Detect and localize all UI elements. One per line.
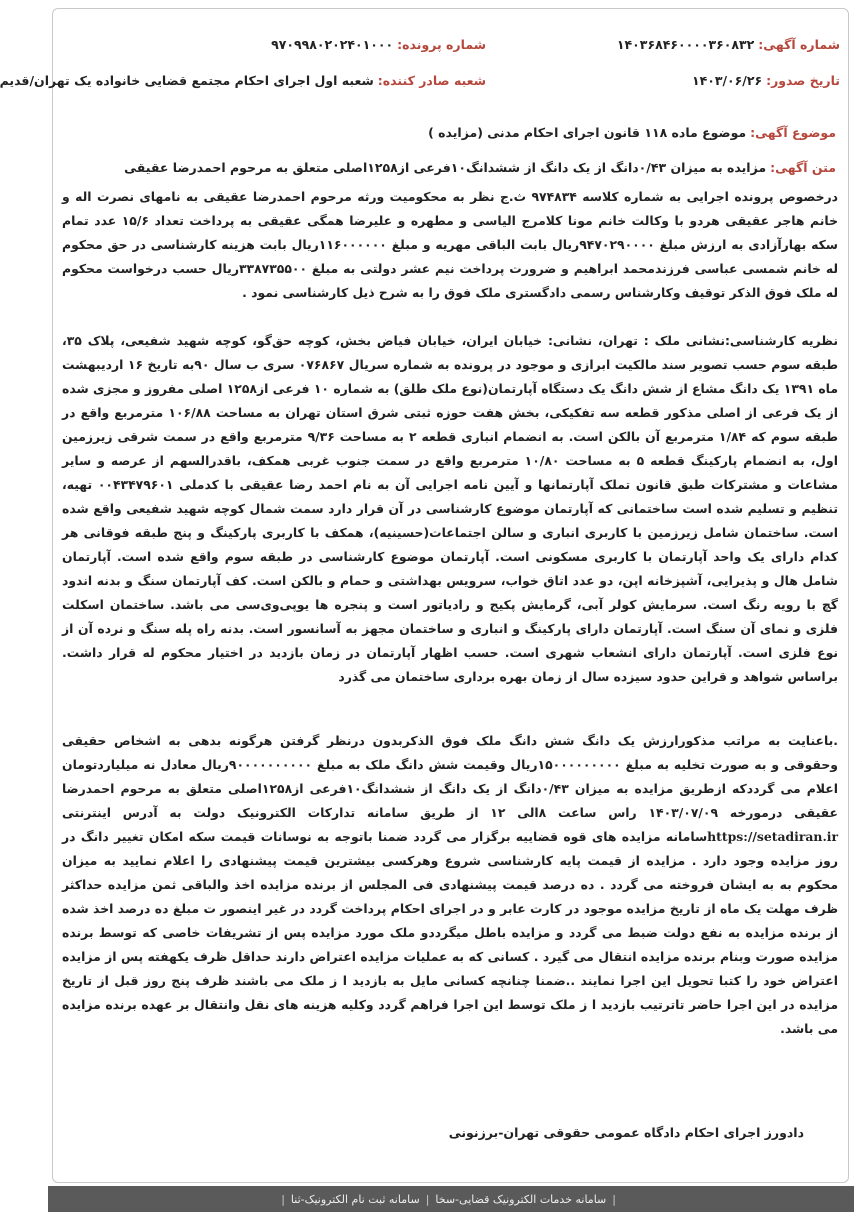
case-number-label: شماره پرونده: [397, 37, 486, 52]
ad-number [617, 37, 840, 52]
footer-link-sana[interactable]: سامانه ثبت نام الکترونیک-ثنا [290, 1192, 420, 1206]
text-title-label: متن آگهی: [770, 160, 836, 175]
issue-date-value: ۱۴۰۳/۰۶/۲۶ [691, 73, 763, 88]
case-number [271, 37, 486, 52]
setadiran-link[interactable]: https://setadiran.ir [707, 829, 838, 844]
notice-frame [0, 8, 849, 1183]
auction-terms-part2: سامانه مزایده های قوه قضاییه برگزار می گردد ضمنا باتوجه به نوسانات قیمت سکه امکان تغییر دانگ در روز مزایده وجود دارد . مزایده از قیمت پایه کارشناسی شروع وهرکسی بیشترین قیمت پیشنهادی را اعلام نمایید به میزان محکوم به به ایشان فروخته می گردد . ده درصد قیمت پیشنهادی فی المجلس از برنده مزایده اخذ والباقی ثمن مزایده حداکثر ظرف مهلت یک ماه از تاریخ مزایده موجود در کارت عابر و در اجرای احکام پرداخت گردد در غیر اینصور ت مبلغ ده درصد اخذ شده از برنده مزایده به نفع دولت ضبط می گردد و مزایده باطل میگرددو ملک مورد مزایده پس از تشریفات خاصی که توسط برنده مزایده صورت وبنام برنده مزایده انتقال می گیرد . کسانی که به عملیات مزایده اعتراض دارند حداقل ظرف یکهفته پس از مزایده اعتراض خود را کتبا تحویل این اجرا نمایند ..ضمنا چنانچه کسانی مایل به بازدید ا ز ملک می باشند ظرف پنج روز قبل از تاریخ مزایده در این اجرا حاضر تاترتیب بازدید ا ز ملک توسط این اجرا فراهم گردد وکلیه هزینه های نقل وانتقال بر عهده برنده مزایده می باشد. [62, 829, 838, 1036]
auction-terms-part1: .باعنایت به مراتب مذکورارزش یک دانگ شش دانگ ملک فوق الذکربدون درنظر گرفتن هرگونه بدهی به اشخاص حقیقی وحقوقی و به صورت تخلیه به مبلغ ۱۵۰۰۰۰۰۰۰۰۰ریال وقیمت شش دانگ ملک به مبلغ ۹۰۰۰۰۰۰۰۰۰۰ریال معادل نه میلیاردتومان اعلام می گرددکه ازطریق مزایده به میزان ۰/۴۳دانگ از یک دانگ از ششدانگ۱۰فرعی از۱۲۵۸اصلی متعلق به مرحوم احمدرضا عقیقی درمورخه ۱۴۰۳/۰۷/۰۹ راس ساعت ۸الی ۱۲ از طریق سامانه تدارکات الکترونیک دولت به آدرس اینترنتی [62, 733, 839, 820]
text-title [124, 160, 836, 175]
paragraph-auction-terms [62, 729, 838, 1041]
issuer [0, 73, 486, 88]
footer-separator: | [612, 1192, 616, 1206]
subject [428, 125, 836, 140]
subject-value: موضوع ماده ۱۱۸ قانون اجرای احکام مدنی (مزایده ) [428, 125, 747, 140]
case-number-value: ۹۷۰۹۹۸۰۲۰۲۴۰۱۰۰۰ [271, 37, 394, 52]
ad-number-label: شماره آگهی: [758, 37, 840, 52]
ad-number-value: ۱۴۰۳۶۸۴۶۰۰۰۰۳۶۰۸۳۲ [616, 37, 755, 52]
footer-link-sakha[interactable]: سامانه خدمات الکترونیک قضایی-سخا [435, 1192, 607, 1206]
paragraph-judgment: درخصوص پرونده اجرایی به شماره کلاسه ۹۷۴۸۳۴ ث.ج نظر به محکومیت ورثه مرحوم احمدرضا عقیقی به نامهای نصرت اله و خانم هاجر عقیقی هردو با وکالت خانم مونا کلامرج الیاسی و مطهره و علیرضا همگی عقیقی به پرداخت تعداد ۱۵/۶ عدد تمام سکه بهارآزادی به ارزش مبلغ ۹۴۷۰۲۹۰۰۰۰ریال بابت الباقی مهریه و مبلغ ۱۱۶۰۰۰۰۰۰ریال بابت هزینه کارشناسی در حق محکوم له خانم شمسی عباسی فرزندمحمد ابراهیم و ضرورت پرداخت نیم عشر دولتی به مبلغ ۳۳۸۷۳۵۵۰۰ریال حسب درخواست محکوم له ملک فوق الذکر توقیف وکارشناس رسمی دادگستری ملک فوق را به شرح ذیل کارشناسی نمود . [62, 189, 839, 300]
paragraph-expert-opinion: نظریه کارشناسی:نشانی ملک : تهران، نشانی: خیابان ایران، خیابان فیاض بخش، کوچه حق‌گو، کوچه شهید شفیعی، پلاک ۳۵، طبقه سوم حسب تصویر سند مالکیت ابرازی و موجود در پرونده به شماره سریال ۰۷۶۸۶۷ سری ب سال ۹۰به تاریخ ۱۶ اردیبهشت ماه ۱۳۹۱ یک دانگ مشاع از شش دانگ یک دستگاه آپارتمان(نوع ملک طلق) به شماره ۱۰ فرعی از۱۲۵۸ اصلی مفروز و مجزی شده از یک فرعی از اصلی مذکور قطعه سه تفکیکی، بخش هفت حوزه ثبتی شرق استان تهران به مساحت ۱۰۶/۸۸ مترمربع واقع در طبقه سوم که ۱/۸۴ مترمربع آن بالکن است. به انضمام انباری قطعه ۲ به مساحت ۹/۳۶ مترمربع واقع در سمت شرقی زیرزمین اول، به انضمام پارکینگ قطعه ۵ به مساحت ۱۰/۸۰ مترمربع واقع در سمت جنوب غربی همکف، باقدرالسهم از عرصه و سایر مشاعات و مشترکات طبق قانون تملک آپارتمانها و آیین نامه اجرایی آن به نام احمد رضا عقیقی با کدملی ۰۰۴۳۴۷۹۶۰۱ تهیه، تنظیم و تسلیم شده است ساختمانی که آپارتمان موضوع کارشناسی در آن قرار دارد سمت شمال کوچه شهید شفیعی واقع شده است. ساختمان شامل زیرزمین با کاربری انباری و سالن اجتماعات(حسینیه)، همکف با کاربری پارکینگ و پنج طبقه فوقانی هر کدام دارای یک واحد آپارتمان با کاربری مسکونی است. آپارتمان موضوع کارشناسی در طبقه سوم واقع شده است. آپارتمان شامل هال و پذیرایی، آشپزخانه اپن، دو عدد اتاق خواب، سرویس بهداشتی و حمام و بالکن است. کف آپارتمان سنگ و بدنه اندود گچ با رویه رنگ است. سرمایش کولر آبی، گرمایش پکیج و رادیاتور است و پنجره ها یوپی‌وی‌سی می باشد. ساختمان اسکلت فلزی و نمای آن سنگ است. آپارتمان دارای پارکینگ و انباری و ساختمان مجهز به آسانسور است. بدنه راه پله سنگ و نرده آن از نوع فلزی است. آپارتمان دارای انشعاب شهری است. حسب اظهار آپارتمان در زمان بازدید در اختیار محکوم له قرار داشت. براساس شواهد و قراین حدود سیزده سال از زمان بهره برداری ساختمان می گذرد [62, 333, 839, 684]
footer-separator: | [425, 1192, 430, 1206]
issue-date [692, 73, 840, 88]
issuer-label: شعبه صادر کننده: [377, 73, 486, 88]
issue-date-label: تاریخ صدور: [766, 73, 840, 88]
subject-label: موضوع آگهی: [750, 125, 836, 140]
footer-separator: | [281, 1192, 285, 1206]
signature: دادورز اجرای احکام دادگاه عمومی حقوقی تهران-برزنونی [448, 1125, 804, 1140]
text-title-value: مزایده به میزان ۰/۴۳دانگ از یک دانگ از ششدانگ۱۰فرعی از۱۲۵۸اصلی متعلق به مرحوم احمدرضا عقیقی [124, 160, 767, 175]
footer-bar [48, 1186, 854, 1212]
issuer-value: شعبه اول اجرای احکام مجتمع قضایی خانواده یک تهران/قدیم [0, 73, 374, 88]
